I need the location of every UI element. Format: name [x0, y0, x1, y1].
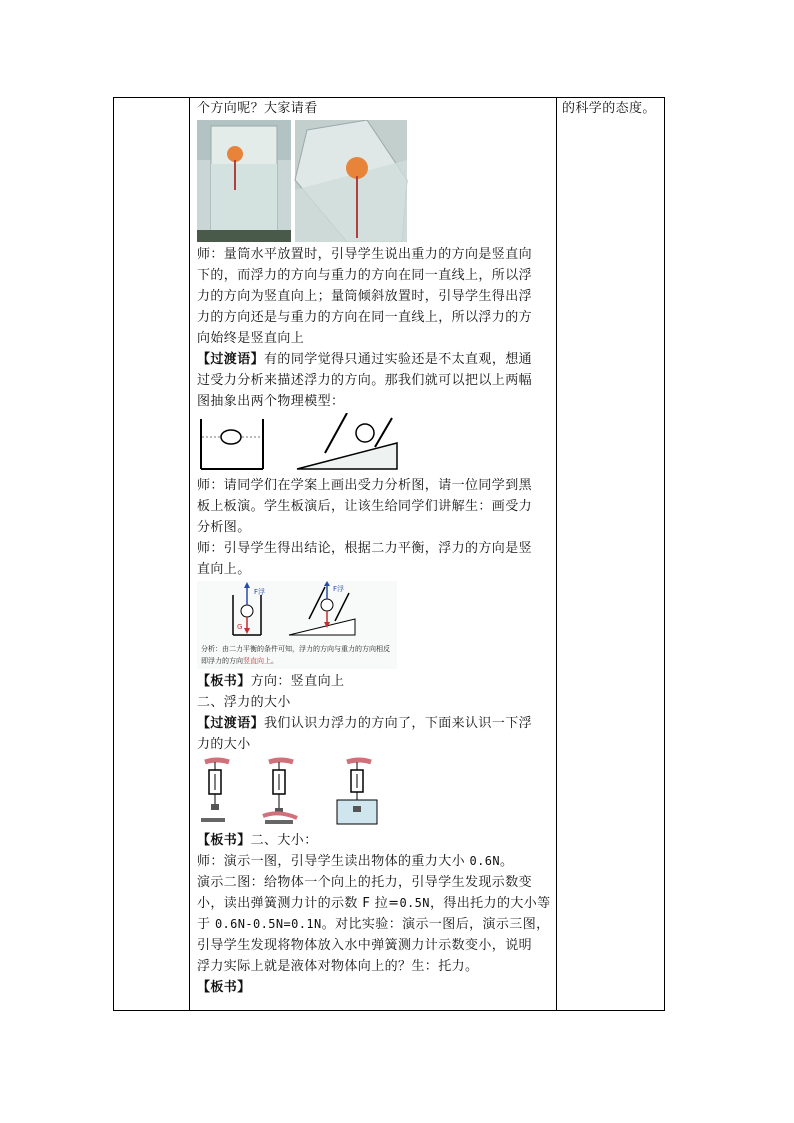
text-line: 引导学生发现将物体放入水中弹簧测力计示数变小，说明: [197, 938, 533, 953]
column-divider-right: [556, 98, 557, 1010]
photo-upright-cylinder: [197, 120, 291, 242]
force-analysis-figure: [197, 581, 397, 669]
photo-tilted-cylinder: [295, 120, 407, 242]
text-line: [197, 914, 555, 935]
force-label-down: G: [237, 623, 243, 631]
text-line: [197, 851, 555, 872]
text-line: [197, 671, 555, 692]
text-line: [197, 713, 555, 734]
physics-model-diagram: [197, 413, 407, 473]
text-span: 小，读出弹簧测力计的示数 F 拉=: [197, 896, 400, 911]
spring-scale-figures: [197, 756, 397, 828]
spring-scale-3: [337, 760, 377, 824]
text-line: 演示二图：给物体一个向上的托力，引导学生发现示数变: [197, 875, 533, 890]
text-line: [197, 349, 555, 370]
section-tag: 【板书】: [197, 674, 251, 689]
right-column: [562, 98, 662, 119]
value-span: 0.6N: [469, 854, 501, 868]
beaker-model: [201, 419, 263, 469]
section-tag: 【过渡语】: [197, 352, 265, 367]
text-line: 力的方向还是与重力的方向在同一直线上，所以浮力的方: [197, 310, 533, 325]
text-span: 。对比实验：演示一图后，演示三图，: [321, 917, 550, 932]
figure-caption-line2: [201, 656, 278, 665]
main-column: [197, 98, 555, 998]
experiment-photos: [197, 120, 409, 242]
caption-highlight: 竖直向上: [243, 657, 271, 665]
text-line: 下的，而浮力的方向与重力的方向在同一直线上，所以浮: [197, 268, 533, 283]
text-span: 二、大小：: [250, 833, 318, 848]
text-line: 师：引导学生得出结论，根据二力平衡，浮力的方向是竖: [197, 541, 533, 556]
text-span: 方向：竖直向上: [250, 674, 345, 689]
caption-span: 即浮力的方向: [201, 657, 243, 665]
force-label-up-2: F浮: [333, 585, 345, 593]
value-span: 0.6N-0.5N=0.1N: [214, 917, 322, 931]
caption-span: 。: [271, 657, 278, 665]
text-line: 浮力实际上就是液体对物体向上的？生：托力。: [197, 959, 479, 974]
text-line: 个方向呢？大家请看: [197, 101, 318, 116]
text-line: 力的方向为竖直向上；量筒倾斜放置时，引导学生得出浮: [197, 289, 533, 304]
text-line: 过受力分析来描述浮力的方向。那我们就可以把以上两幅: [197, 373, 533, 388]
section-tag: 【板书】: [197, 980, 251, 995]
spring-scale-2: [263, 760, 297, 824]
text-span: 我们认识力浮力的方向了，下面来认识一下浮: [264, 716, 533, 731]
text-line: 分析图。: [197, 520, 251, 535]
text-line: 力的大小: [197, 737, 251, 752]
text-line: 直向上。: [197, 562, 251, 577]
tilted-model: [297, 413, 397, 469]
value-span: 0.5N: [399, 896, 430, 910]
spring-scale-1: [201, 760, 229, 822]
text-line: 图抽象出两个物理模型：: [197, 394, 345, 409]
column-divider-left: [189, 98, 190, 1010]
text-line: 师：量筒水平放置时，引导学生说出重力的方向是竖直向: [197, 247, 533, 262]
text-span: 师：演示一图，引导学生读出物体的重力大小: [197, 854, 470, 869]
lesson-table: [113, 97, 665, 1011]
text-span: 有的同学觉得只通过实验还是不太直观，想通: [264, 352, 533, 367]
section-tag: 【过渡语】: [197, 716, 265, 731]
text-line: 向始终是竖直向上: [197, 331, 305, 346]
right-column-text: 的科学的态度。: [562, 101, 656, 116]
section-tag: 【板书】: [197, 833, 251, 848]
figure-caption-line1: 分析：由二力平衡的条件可知，浮力的方向与重力的方向相反: [201, 645, 390, 653]
text-line: 二、浮力的大小: [197, 695, 291, 710]
text-line: [197, 977, 555, 998]
text-line: 师：请同学们在学案上画出受力分析图，请一位同学到黑: [197, 478, 533, 493]
text-line: 板上板演。学生板演后，让该生给同学们讲解生：画受力: [197, 499, 533, 514]
text-line: [197, 830, 555, 851]
text-span: ，得出托力的大小等: [429, 896, 551, 911]
text-span: 。: [500, 854, 514, 869]
force-label-up: F浮: [254, 588, 266, 596]
text-line: [197, 893, 555, 914]
text-span: 于: [197, 917, 215, 932]
